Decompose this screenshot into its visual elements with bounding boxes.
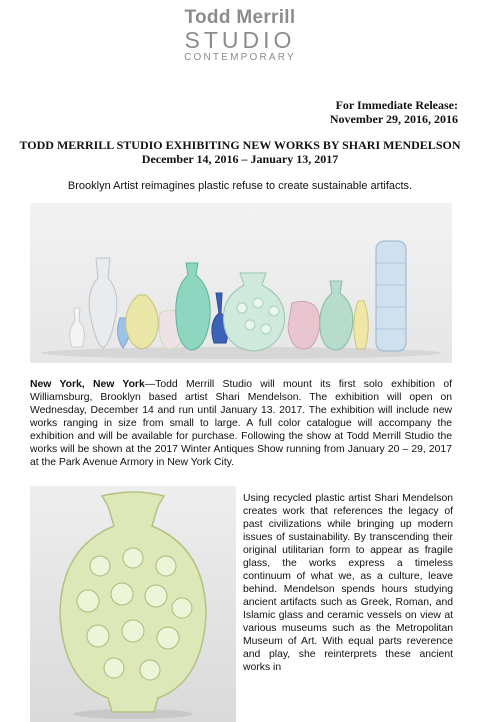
vessels-group-photo	[30, 203, 452, 363]
headline-dates: December 14, 2016 – January 13, 2017	[141, 152, 339, 166]
release-block	[330, 98, 458, 126]
headline-title: TODD MERRILL STUDIO EXHIBITING NEW WORKS BY SHARI MENDELSON	[19, 138, 461, 152]
headline-block	[0, 138, 480, 166]
vase-photo	[30, 486, 236, 722]
paragraph-1-text: —Todd Merrill Studio will mount its first solo exhibition of Williamsburg, Brooklyn based artist Shari Mendelson. The exhibition will open on Wednesday, December 14 and run until January 13. 2017. The exhibition will include new works ranging in size from small to large. A full color catalogue will accompany the exhibition and will be available for purchase. Following the show at Todd Merrill Studio the works will be shown at the 2017 Winter Antiques Show running from January 20 – 29, 2017 at the Park Avenue Armory in New York City.	[30, 379, 452, 468]
release-date: November 29, 2016, 2016	[329, 112, 458, 126]
vessels-illustration	[30, 203, 452, 363]
subheadline: Brooklyn Artist reimagines plastic refuse to create sustainable artifacts.	[67, 180, 413, 192]
logo-line-todd-merrill: Todd Merrill	[184, 7, 296, 28]
dateline: New York, New York	[30, 379, 145, 390]
logo-line-contemporary: CONTEMPORARY	[184, 52, 296, 63]
body-paragraph-2: Using recycled plastic artist Shari Mendelson creates work that references the legacy of past civilizations while bringing up modern issues of sustainability. By transcending their original utilitarian form to appear as fragile glass, the works express a timeless continuum of what we, as a culture, leave behind. Mendelson spends hours studying ancient artifacts such as Greek, Roman, and Islamic glass and ceramic vessels on view at various museums such as the Metropolitan Museum of Art. With equal parts reverence and play, she reinterprets these ancient works in	[243, 493, 453, 673]
logo-line-studio: STUDIO	[184, 27, 296, 53]
body-paragraph-1	[30, 378, 452, 469]
studio-logo	[0, 8, 480, 64]
release-label: For Immediate Release:	[335, 98, 458, 112]
vase-illustration	[30, 486, 236, 722]
